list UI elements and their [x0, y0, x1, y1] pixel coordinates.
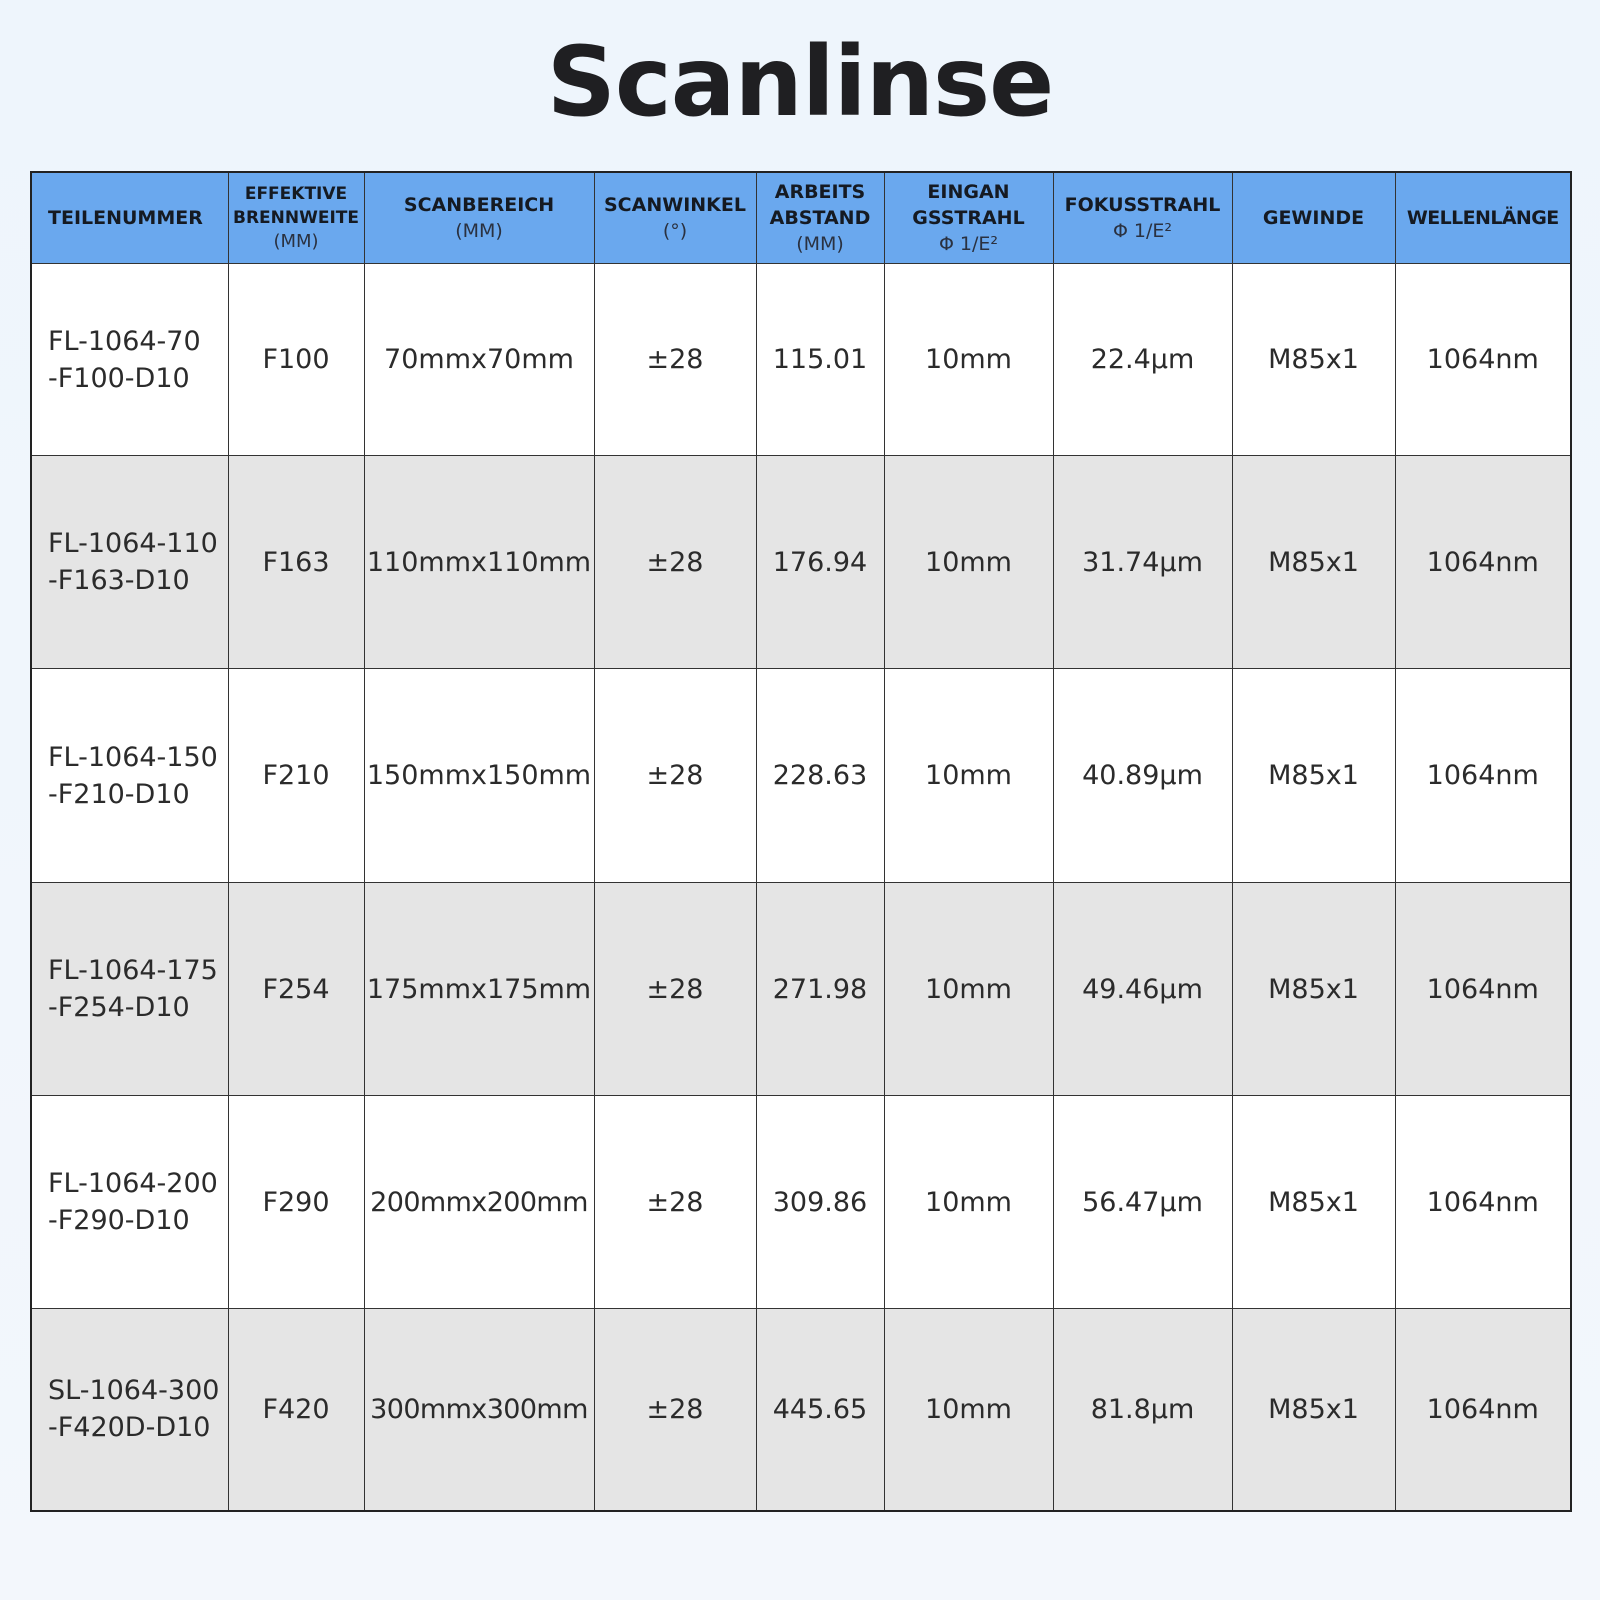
focal-length-cell: F100: [228, 264, 364, 456]
thread-cell: M85x1: [1232, 456, 1395, 669]
part-number-line: FL-1064-150: [48, 741, 218, 773]
focus-beam-cell: 31.74μm: [1053, 456, 1232, 669]
scan-area-cell: 200mmx200mm: [364, 1096, 594, 1309]
column-header-focus-beam: [1053, 172, 1232, 264]
working-distance-cell: 271.98: [756, 883, 884, 1096]
input-beam-cell: 10mm: [884, 669, 1053, 883]
column-header-unit: Φ 1/E²: [938, 233, 999, 255]
column-header-input-beam: [884, 172, 1053, 264]
thread-cell: M85x1: [1232, 264, 1395, 456]
spec-table: [30, 171, 1572, 1512]
scan-angle-cell: ±28: [594, 456, 756, 669]
scan-angle-cell: ±28: [594, 1096, 756, 1309]
column-header-label: TEILENUMMER: [48, 207, 203, 229]
input-beam-cell: 10mm: [884, 1309, 1053, 1511]
scan-angle-cell: ±28: [594, 1309, 756, 1511]
column-header-unit: Φ 1/E²: [1112, 220, 1173, 242]
column-header-scan-area: [364, 172, 594, 264]
column-header-label: WELLENLÄNGE: [1406, 207, 1559, 229]
thread-cell: M85x1: [1232, 1096, 1395, 1309]
column-header-focal-length: [228, 172, 364, 264]
working-distance-cell: 176.94: [756, 456, 884, 669]
table-row: [31, 1096, 1571, 1309]
part-number-line: FL-1064-175: [48, 955, 218, 986]
part-number-line: -F163-D10: [48, 565, 190, 596]
table-row: [31, 669, 1571, 883]
part-number-cell: [31, 669, 228, 883]
column-header-unit: (MM): [455, 220, 503, 242]
table-row: [31, 264, 1571, 456]
part-number-line: -F420D-D10: [48, 1412, 211, 1444]
column-header-label: EFFEKTIVE BRENNWEITE: [232, 184, 359, 228]
thread-cell: M85x1: [1232, 883, 1395, 1096]
column-header-scan-angle: [594, 172, 756, 264]
focus-beam-cell: 22.4μm: [1053, 264, 1232, 456]
focal-length-cell: F254: [228, 883, 364, 1096]
part-number-cell: [31, 456, 228, 669]
scan-angle-cell: ±28: [594, 883, 756, 1096]
page-title: Scanlinse: [546, 26, 1054, 138]
focal-length-cell: F210: [228, 669, 364, 883]
table-row: [31, 1309, 1571, 1511]
working-distance-cell: 445.65: [756, 1309, 884, 1511]
part-number-line: -F100-D10: [48, 362, 190, 394]
focal-length-cell: F290: [228, 1096, 364, 1309]
part-number-cell: [31, 1309, 228, 1511]
part-number-line: FL-1064-200: [48, 1168, 218, 1199]
part-number-cell: [31, 264, 228, 456]
focal-length-cell: F420: [228, 1309, 364, 1511]
scan-area-cell: 70mmx70mm: [364, 264, 594, 456]
input-beam-cell: 10mm: [884, 883, 1053, 1096]
part-number-cell: [31, 1096, 228, 1309]
working-distance-cell: 228.63: [756, 669, 884, 883]
scan-area-cell: 110mmx110mm: [364, 456, 594, 669]
scan-angle-cell: ±28: [594, 669, 756, 883]
part-number-line: FL-1064-70: [48, 325, 201, 357]
part-number-line: SL-1064-300: [48, 1375, 220, 1407]
wavelength-cell: 1064nm: [1395, 456, 1571, 669]
wavelength-cell: 1064nm: [1395, 1096, 1571, 1309]
wavelength-cell: 1064nm: [1395, 883, 1571, 1096]
column-header-working-distance: [756, 172, 884, 264]
column-header-wavelength: [1395, 172, 1571, 264]
part-number-line: -F290-D10: [48, 1205, 190, 1236]
focus-beam-cell: 56.47μm: [1053, 1096, 1232, 1309]
table-row: [31, 456, 1571, 669]
column-header-part-number: [31, 172, 228, 264]
column-header-label: FOKUSSTRAHL: [1064, 194, 1221, 216]
part-number-line: FL-1064-110: [48, 528, 218, 559]
wavelength-cell: 1064nm: [1395, 264, 1571, 456]
part-number-line: -F210-D10: [48, 778, 190, 810]
scan-angle-cell: ±28: [594, 264, 756, 456]
column-header-unit: (MM): [273, 231, 319, 252]
thread-cell: M85x1: [1232, 1309, 1395, 1511]
working-distance-cell: 115.01: [756, 264, 884, 456]
focal-length-cell: F163: [228, 456, 364, 669]
column-header-unit: (MM): [796, 233, 844, 255]
part-number-cell: [31, 883, 228, 1096]
wavelength-cell: 1064nm: [1395, 1309, 1571, 1511]
column-header-label: ARBEITS ABSTAND: [769, 181, 871, 229]
scan-area-cell: 300mmx300mm: [364, 1309, 594, 1511]
wavelength-cell: 1064nm: [1395, 669, 1571, 883]
focus-beam-cell: 81.8μm: [1053, 1309, 1232, 1511]
column-header-label: SCANBEREICH: [403, 194, 555, 216]
focus-beam-cell: 40.89μm: [1053, 669, 1232, 883]
scan-area-cell: 150mmx150mm: [364, 669, 594, 883]
part-number-line: -F254-D10: [48, 992, 190, 1023]
working-distance-cell: 309.86: [756, 1096, 884, 1309]
table-header: [31, 172, 1571, 264]
column-header-label: EINGAN GSSTRAHL: [912, 181, 1025, 229]
column-header-label: GEWINDE: [1262, 207, 1365, 229]
input-beam-cell: 10mm: [884, 456, 1053, 669]
focus-beam-cell: 49.46μm: [1053, 883, 1232, 1096]
column-header-thread: [1232, 172, 1395, 264]
table-row: [31, 883, 1571, 1096]
input-beam-cell: 10mm: [884, 1096, 1053, 1309]
scan-area-cell: 175mmx175mm: [364, 883, 594, 1096]
column-header-unit: (°): [662, 220, 688, 242]
thread-cell: M85x1: [1232, 669, 1395, 883]
input-beam-cell: 10mm: [884, 264, 1053, 456]
column-header-label: SCANWINKEL: [604, 194, 746, 216]
